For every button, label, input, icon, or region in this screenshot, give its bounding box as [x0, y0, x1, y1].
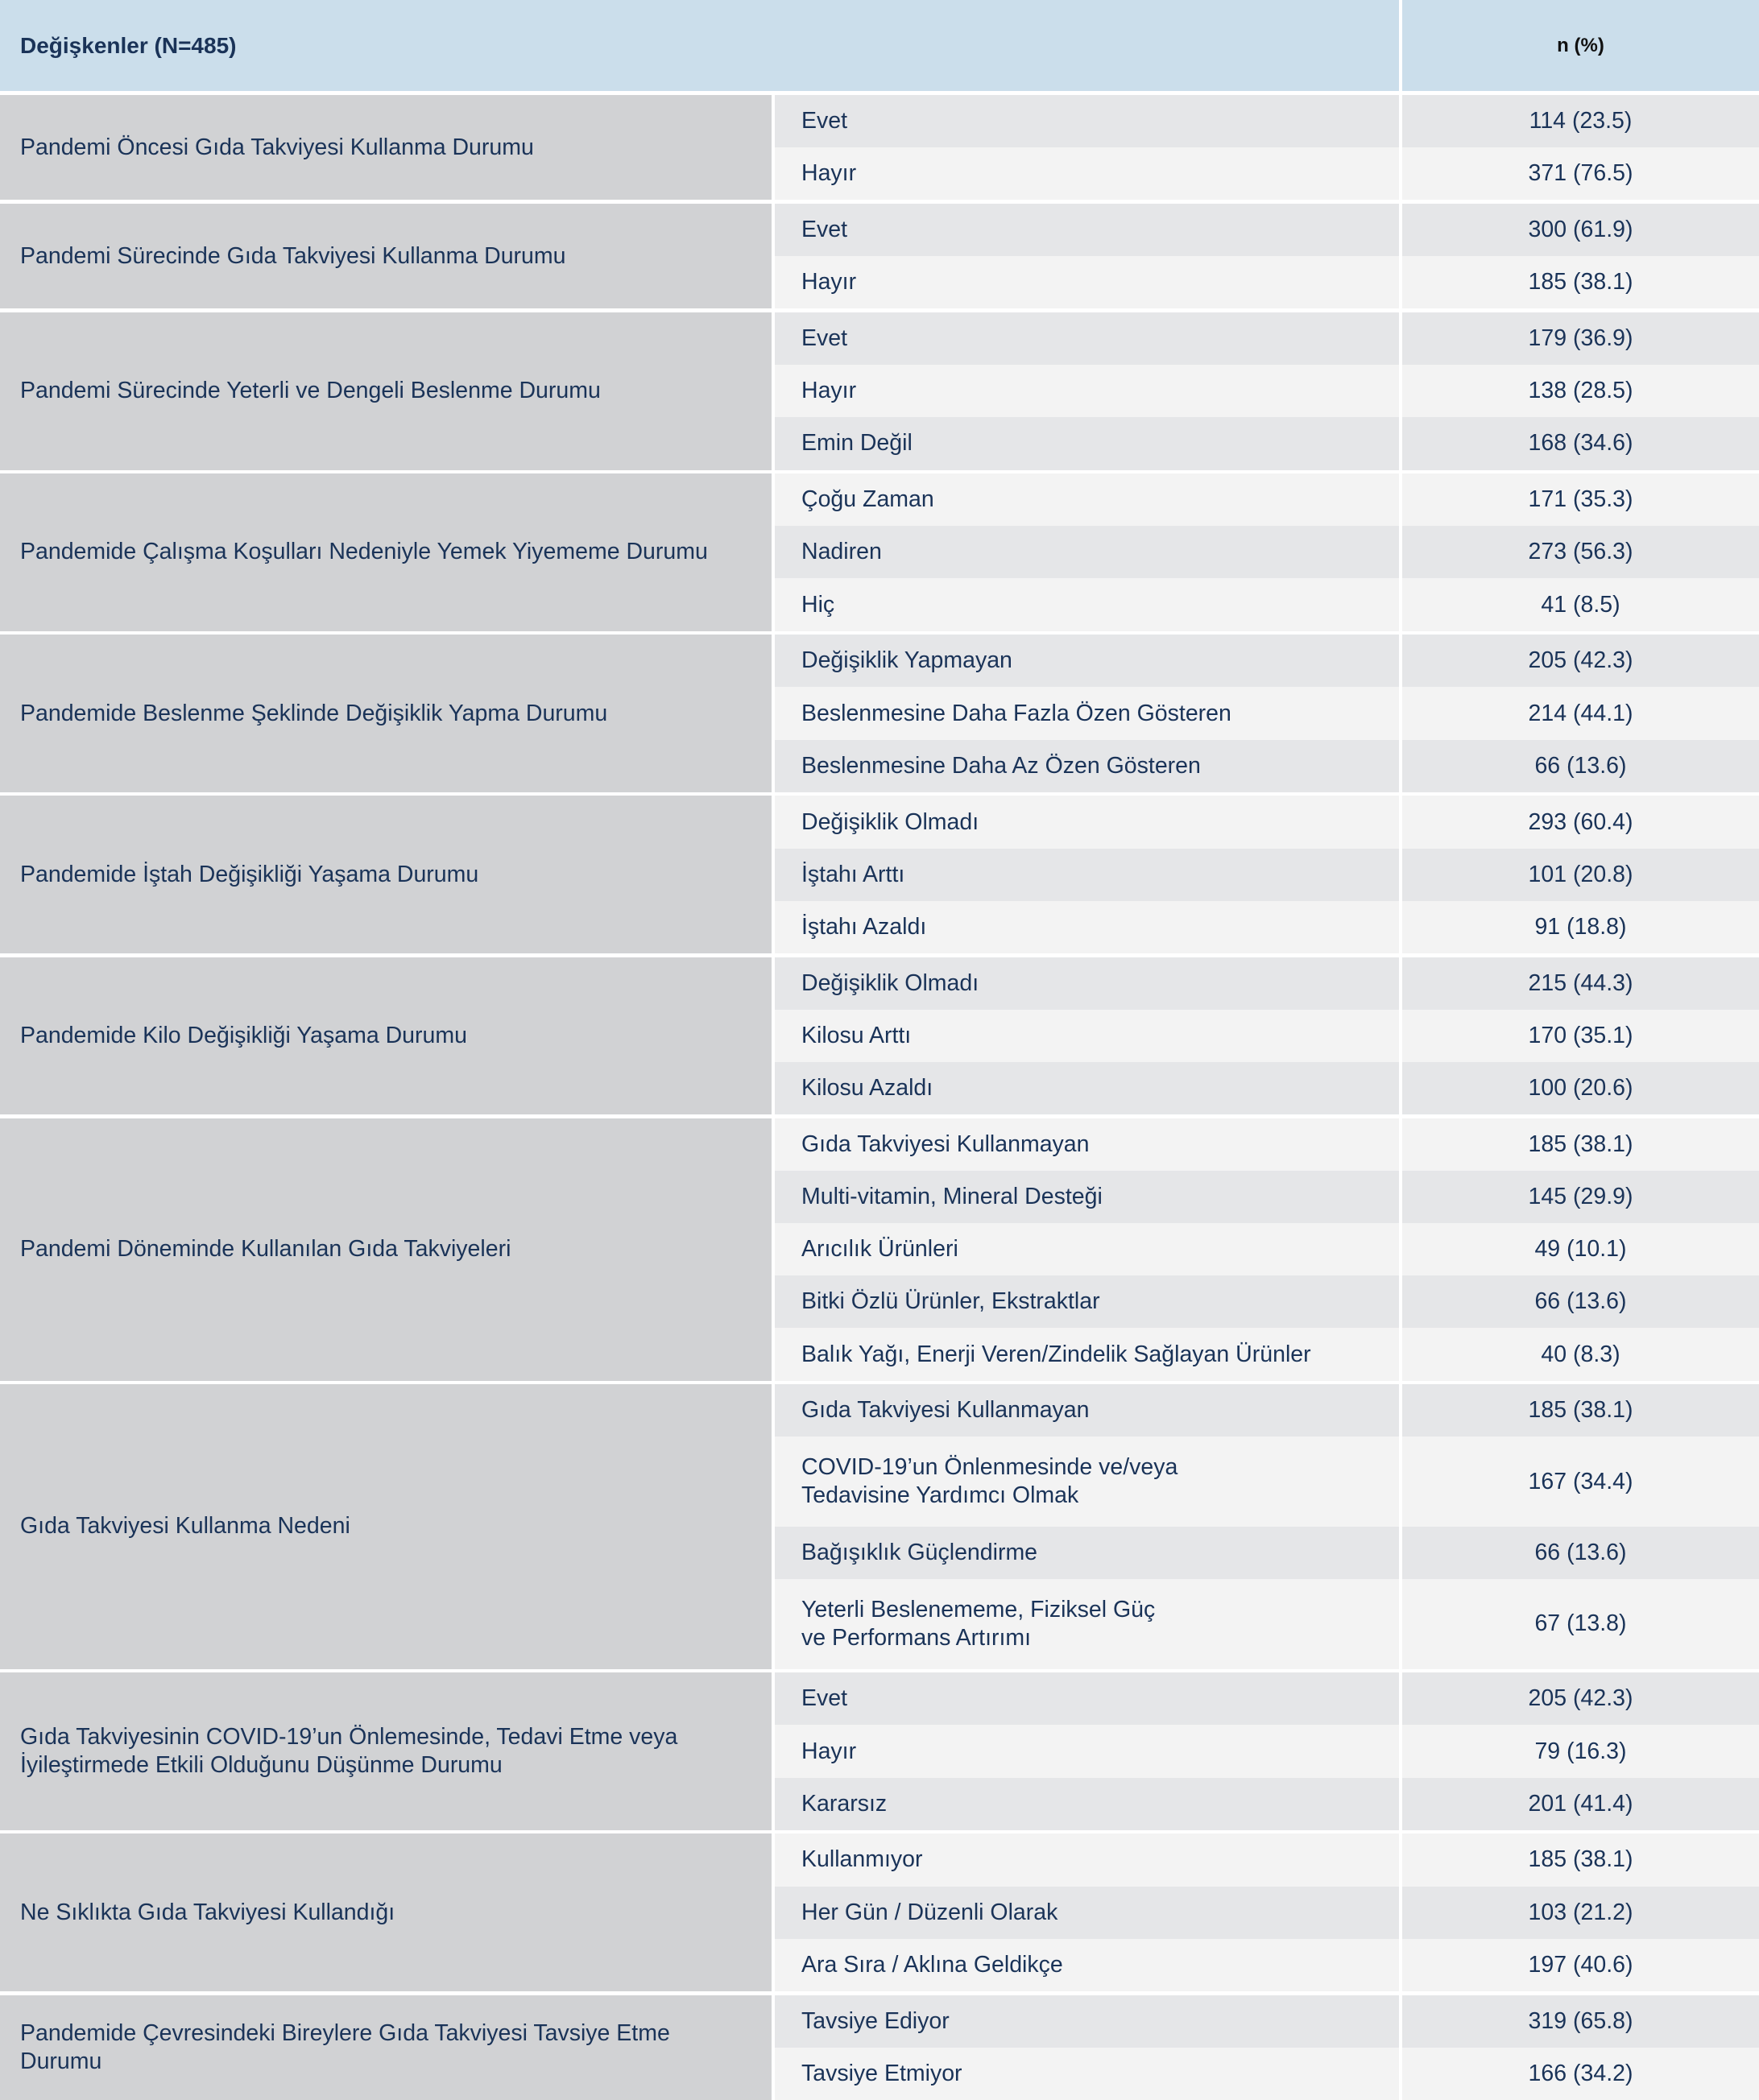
- count-percent-value: 166 (34.2): [1402, 2048, 1759, 2100]
- count-percent-value: 49 (10.1): [1402, 1223, 1759, 1275]
- option-label: Ara Sıra / Aklına Geldikçe: [775, 1939, 1399, 1991]
- table-row: [775, 1939, 1759, 1991]
- option-rows: [775, 473, 1759, 631]
- option-rows: [775, 312, 1759, 470]
- variable-label: Pandemide Beslenme Şeklinde Değişiklik Yapma Durumu: [0, 635, 772, 792]
- count-percent-value: 293 (60.4): [1402, 796, 1759, 848]
- variable-group: [0, 1118, 1759, 1381]
- table-row: [775, 1171, 1759, 1223]
- variable-group: [0, 1672, 1759, 1830]
- count-percent-value: 201 (41.4): [1402, 1778, 1759, 1830]
- variable-group: [0, 635, 1759, 792]
- table-row: [775, 796, 1759, 848]
- variable-group: [0, 204, 1759, 308]
- table-body: [0, 95, 1759, 2100]
- option-label: Değişiklik Olmadı: [775, 957, 1399, 1010]
- table-row: [775, 635, 1759, 687]
- option-label: Tavsiye Ediyor: [775, 1995, 1399, 2048]
- table-row: [775, 312, 1759, 365]
- option-rows: [775, 1672, 1759, 1830]
- count-percent-value: 66 (13.6): [1402, 1275, 1759, 1328]
- variable-label: Pandemide Çevresindeki Bireylere Gıda Takviyesi Tavsiye Etme Durumu: [0, 1995, 772, 2100]
- table-row: [775, 417, 1759, 469]
- variable-label: Pandemi Öncesi Gıda Takviyesi Kullanma Durumu: [0, 95, 772, 200]
- count-percent-value: 66 (13.6): [1402, 1527, 1759, 1579]
- option-rows: [775, 957, 1759, 1115]
- table-row: [775, 1275, 1759, 1328]
- variable-label: Gıda Takviyesi Kullanma Nedeni: [0, 1384, 772, 1668]
- count-percent-value: 185 (38.1): [1402, 1118, 1759, 1171]
- option-label: Hayır: [775, 256, 1399, 308]
- table-row: [775, 1010, 1759, 1062]
- variable-group: [0, 796, 1759, 953]
- option-label: Multi-vitamin, Mineral Desteği: [775, 1171, 1399, 1223]
- variable-label: Pandemide Kilo Değişikliği Yaşama Durumu: [0, 957, 772, 1115]
- table-row: [775, 95, 1759, 147]
- option-label: Hayır: [775, 147, 1399, 200]
- count-percent-value: 67 (13.8): [1402, 1579, 1759, 1669]
- option-label: Beslenmesine Daha Az Özen Gösteren: [775, 740, 1399, 792]
- table-row: [775, 578, 1759, 630]
- option-label: Kilosu Azaldı: [775, 1062, 1399, 1114]
- count-percent-value: 170 (35.1): [1402, 1010, 1759, 1062]
- count-percent-value: 40 (8.3): [1402, 1328, 1759, 1380]
- table-row: [775, 1223, 1759, 1275]
- count-percent-value: 79 (16.3): [1402, 1725, 1759, 1777]
- option-label: Değişiklik Yapmayan: [775, 635, 1399, 687]
- count-percent-value: 103 (21.2): [1402, 1887, 1759, 1939]
- variable-group: [0, 473, 1759, 631]
- option-label: Kilosu Arttı: [775, 1010, 1399, 1062]
- count-percent-value: 205 (42.3): [1402, 635, 1759, 687]
- count-percent-value: 41 (8.5): [1402, 578, 1759, 630]
- option-rows: [775, 1118, 1759, 1381]
- count-percent-value: 145 (29.9): [1402, 1171, 1759, 1223]
- value-column-header: n (%): [1402, 0, 1759, 91]
- count-percent-value: 168 (34.6): [1402, 417, 1759, 469]
- table-row: [775, 740, 1759, 792]
- option-label: Kullanmıyor: [775, 1833, 1399, 1886]
- table-row: [775, 687, 1759, 739]
- variable-label: Pandemide İştah Değişikliği Yaşama Durumu: [0, 796, 772, 953]
- option-label: Bitki Özlü Ürünler, Ekstraktlar: [775, 1275, 1399, 1328]
- table-row: [775, 365, 1759, 417]
- count-percent-value: 185 (38.1): [1402, 1833, 1759, 1886]
- table-row: [775, 957, 1759, 1010]
- count-percent-value: 185 (38.1): [1402, 1384, 1759, 1437]
- table-row: [775, 1437, 1759, 1527]
- option-rows: [775, 796, 1759, 953]
- table-row: [775, 1328, 1759, 1380]
- variable-group: [0, 1833, 1759, 1991]
- option-label: Emin Değil: [775, 417, 1399, 469]
- count-percent-value: 101 (20.8): [1402, 849, 1759, 901]
- option-label: Hiç: [775, 578, 1399, 630]
- option-label: Bağışıklık Güçlendirme: [775, 1527, 1399, 1579]
- variables-column-header: Değişkenler (N=485): [0, 0, 1399, 91]
- count-percent-value: 273 (56.3): [1402, 526, 1759, 578]
- table-row: [775, 473, 1759, 526]
- count-percent-value: 171 (35.3): [1402, 473, 1759, 526]
- option-label: Kararsız: [775, 1778, 1399, 1830]
- option-label: Yeterli Beslenememe, Fiziksel Güç ve Performans Artırımı: [775, 1579, 1399, 1669]
- option-label: Evet: [775, 204, 1399, 256]
- variable-group: [0, 95, 1759, 200]
- option-label: Nadiren: [775, 526, 1399, 578]
- table-row: [775, 1672, 1759, 1725]
- count-percent-value: 138 (28.5): [1402, 365, 1759, 417]
- count-percent-value: 100 (20.6): [1402, 1062, 1759, 1114]
- option-label: Evet: [775, 1672, 1399, 1725]
- table-row: [775, 147, 1759, 200]
- table-row: [775, 1778, 1759, 1830]
- option-label: Arıcılık Ürünleri: [775, 1223, 1399, 1275]
- table-row: [775, 204, 1759, 256]
- count-percent-value: 300 (61.9): [1402, 204, 1759, 256]
- variable-group: [0, 312, 1759, 470]
- count-percent-value: 185 (38.1): [1402, 256, 1759, 308]
- count-percent-value: 214 (44.1): [1402, 687, 1759, 739]
- variable-label: Pandemi Sürecinde Yeterli ve Dengeli Beslenme Durumu: [0, 312, 772, 470]
- option-label: Evet: [775, 312, 1399, 365]
- option-rows: [775, 1384, 1759, 1668]
- count-percent-value: 205 (42.3): [1402, 1672, 1759, 1725]
- table-row: [775, 1384, 1759, 1437]
- option-rows: [775, 204, 1759, 308]
- option-label: Çoğu Zaman: [775, 473, 1399, 526]
- option-rows: [775, 635, 1759, 792]
- option-label: Beslenmesine Daha Fazla Özen Gösteren: [775, 687, 1399, 739]
- table-row: [775, 2048, 1759, 2100]
- option-rows: [775, 95, 1759, 200]
- count-percent-value: 215 (44.3): [1402, 957, 1759, 1010]
- count-percent-value: 91 (18.8): [1402, 901, 1759, 953]
- table-row: [775, 1579, 1759, 1669]
- option-label: COVID-19’un Önlenmesinde ve/veya Tedavisine Yardımcı Olmak: [775, 1437, 1399, 1527]
- variable-label: Pandemi Döneminde Kullanılan Gıda Takviyeleri: [0, 1118, 772, 1381]
- variable-label: Gıda Takviyesinin COVID-19’un Önlemesinde, Tedavi Etme veya İyileştirmede Etkili Olduğunu Düşünme Durumu: [0, 1672, 772, 1830]
- table-header: [0, 0, 1759, 91]
- table-row: [775, 1527, 1759, 1579]
- option-label: Gıda Takviyesi Kullanmayan: [775, 1118, 1399, 1171]
- option-label: Her Gün / Düzenli Olarak: [775, 1887, 1399, 1939]
- variable-group: [0, 1995, 1759, 2100]
- option-label: Değişiklik Olmadı: [775, 796, 1399, 848]
- count-percent-value: 66 (13.6): [1402, 740, 1759, 792]
- table-row: [775, 849, 1759, 901]
- table-row: [775, 1118, 1759, 1171]
- option-label: Balık Yağı, Enerji Veren/Zindelik Sağlayan Ürünler: [775, 1328, 1399, 1380]
- option-rows: [775, 1833, 1759, 1991]
- table-row: [775, 1062, 1759, 1114]
- count-percent-value: 197 (40.6): [1402, 1939, 1759, 1991]
- variable-group: [0, 957, 1759, 1115]
- table-row: [775, 1725, 1759, 1777]
- count-percent-value: 319 (65.8): [1402, 1995, 1759, 2048]
- variable-label: Pandemi Sürecinde Gıda Takviyesi Kullanma Durumu: [0, 204, 772, 308]
- count-percent-value: 179 (36.9): [1402, 312, 1759, 365]
- option-label: Evet: [775, 95, 1399, 147]
- variable-label: Ne Sıklıkta Gıda Takviyesi Kullandığı: [0, 1833, 772, 1991]
- table-row: [775, 1995, 1759, 2048]
- option-label: Hayır: [775, 365, 1399, 417]
- option-label: Tavsiye Etmiyor: [775, 2048, 1399, 2100]
- table-row: [775, 1887, 1759, 1939]
- table-row: [775, 1833, 1759, 1886]
- table-row: [775, 901, 1759, 953]
- variable-label: Pandemide Çalışma Koşulları Nedeniyle Yemek Yiyememe Durumu: [0, 473, 772, 631]
- option-rows: [775, 1995, 1759, 2100]
- option-label: İştahı Azaldı: [775, 901, 1399, 953]
- count-percent-value: 371 (76.5): [1402, 147, 1759, 200]
- option-label: Gıda Takviyesi Kullanmayan: [775, 1384, 1399, 1437]
- count-percent-value: 167 (34.4): [1402, 1437, 1759, 1527]
- variable-group: [0, 1384, 1759, 1668]
- count-percent-value: 114 (23.5): [1402, 95, 1759, 147]
- table-row: [775, 526, 1759, 578]
- table-row: [775, 256, 1759, 308]
- option-label: İştahı Arttı: [775, 849, 1399, 901]
- option-label: Hayır: [775, 1725, 1399, 1777]
